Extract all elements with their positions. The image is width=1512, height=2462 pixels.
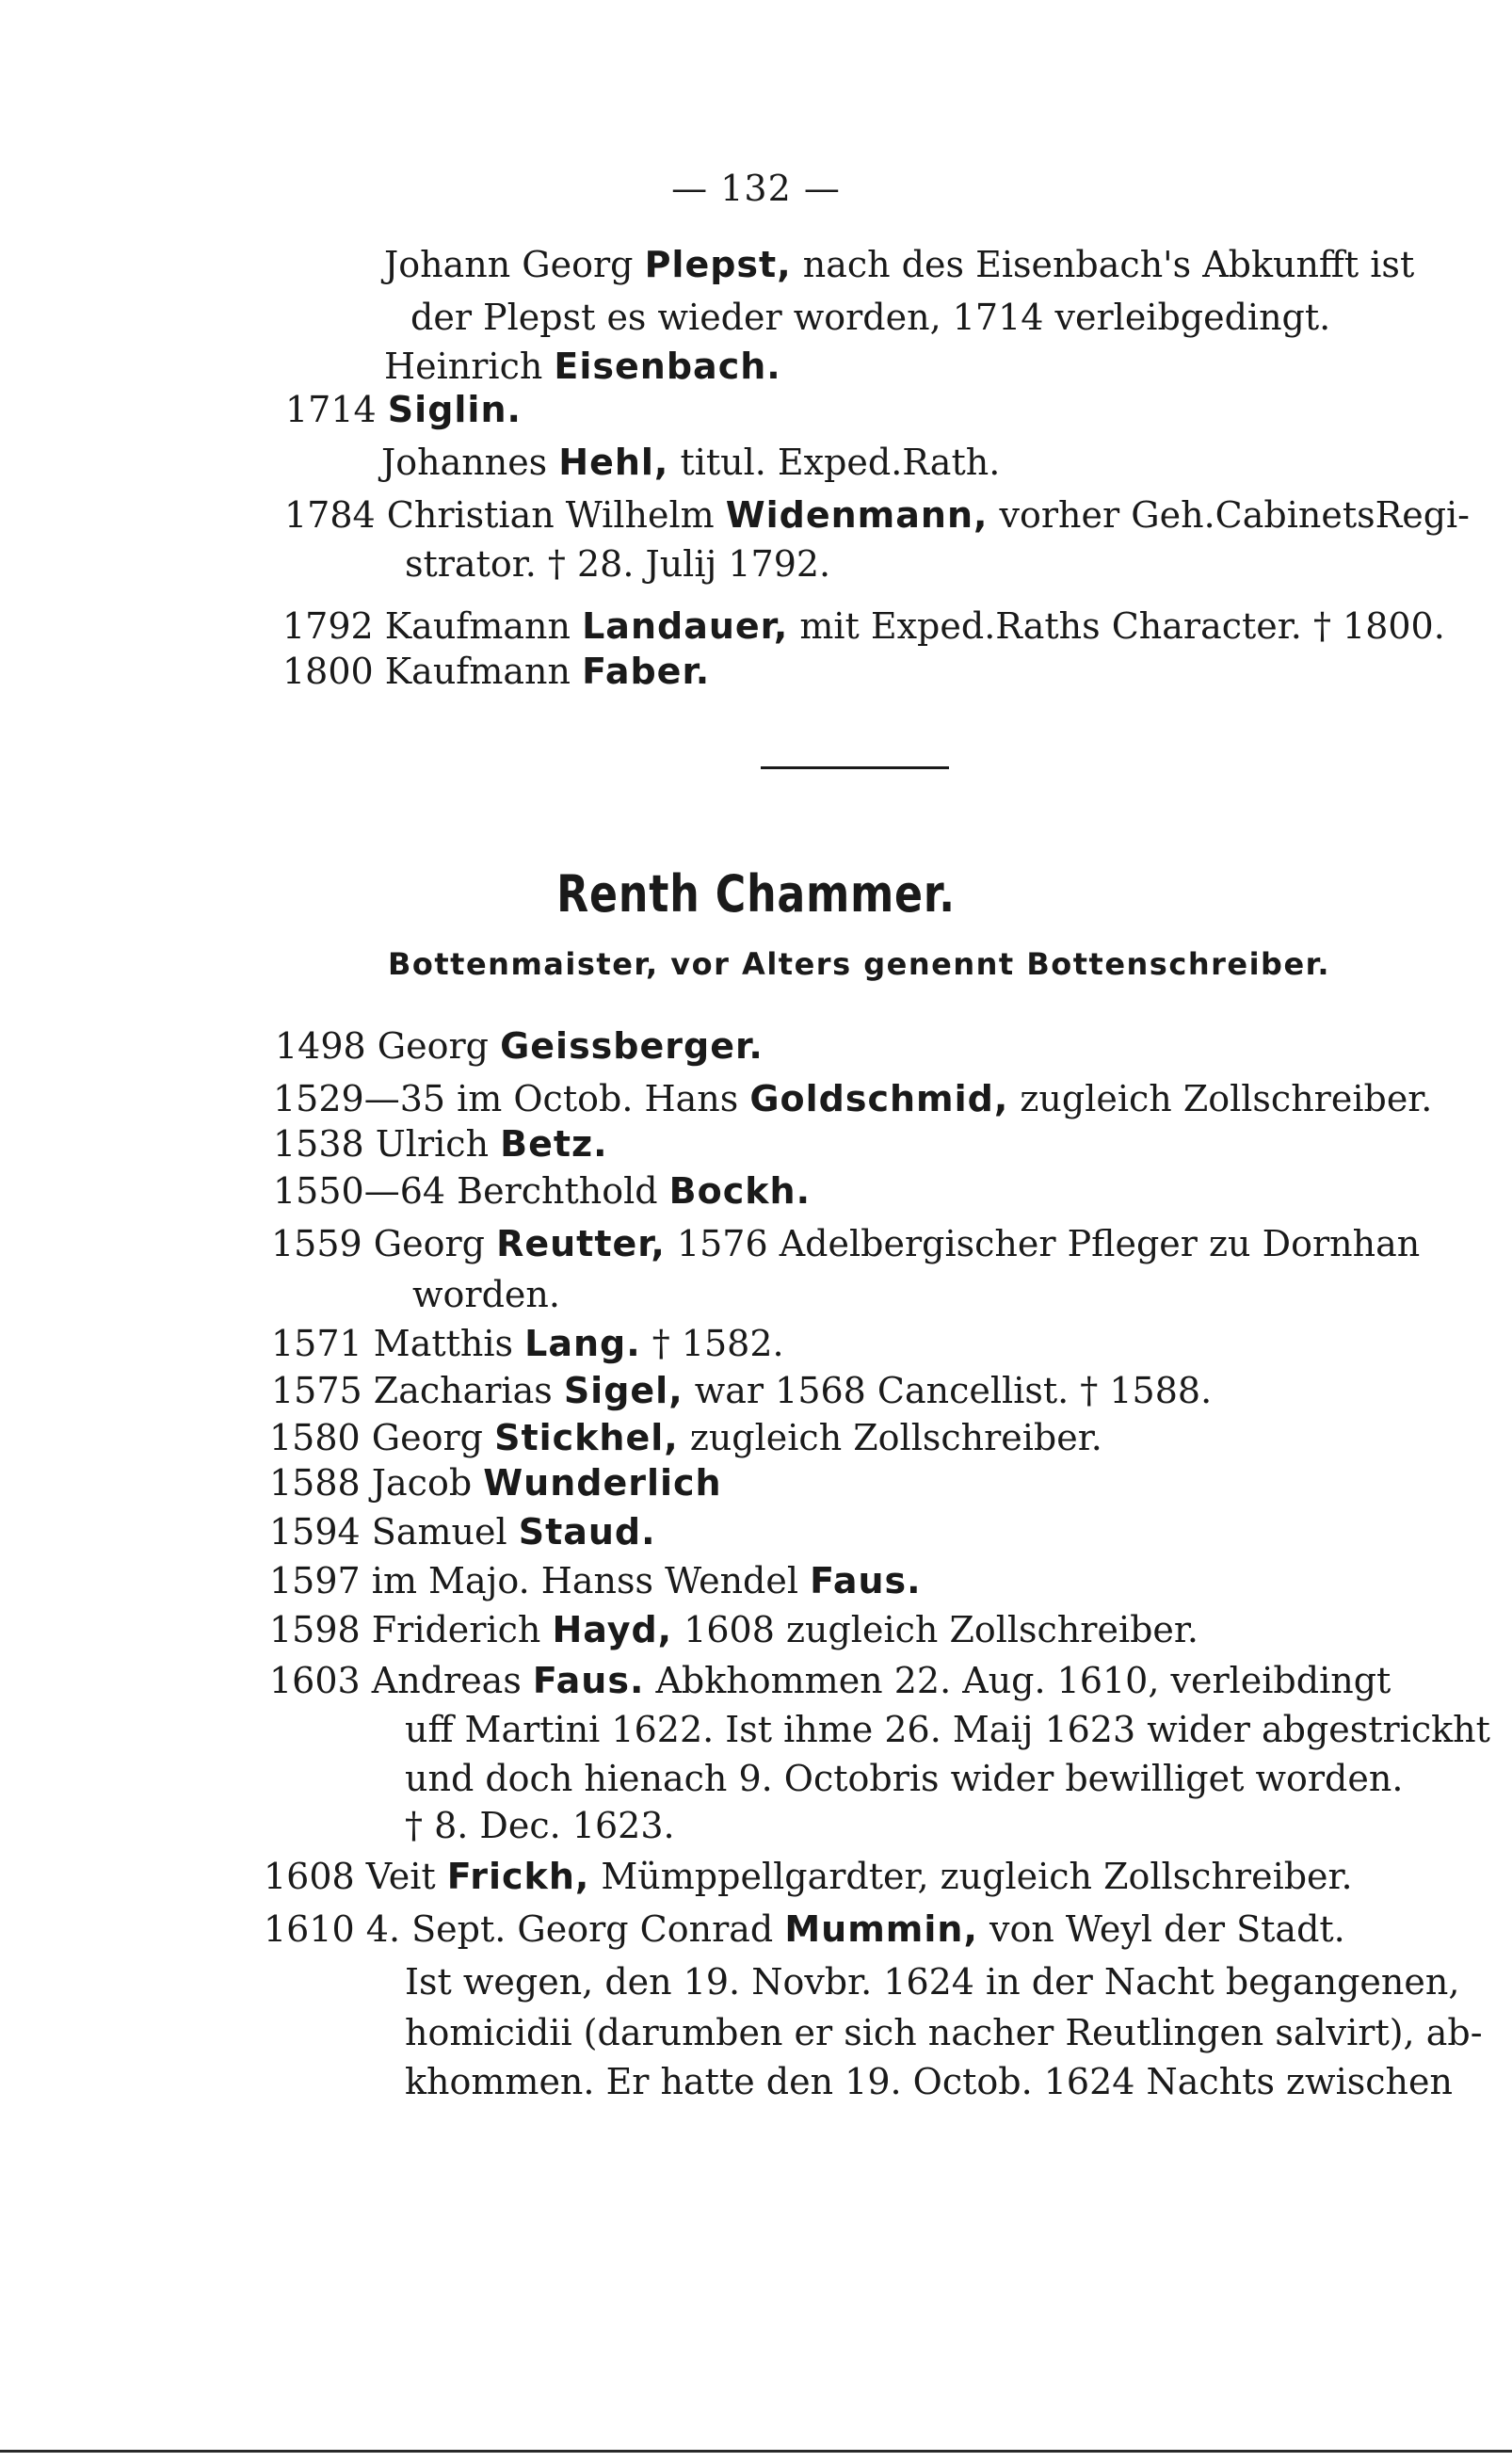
entry-text: zugleich Zollschreiber. xyxy=(678,1417,1102,1458)
entry-text: 1792 Kaufmann xyxy=(282,605,583,647)
list-item xyxy=(273,1123,608,1165)
list-item xyxy=(273,1078,1433,1119)
list-item xyxy=(269,1511,656,1553)
entry-text: 1529—35 im Octob. Hans xyxy=(273,1078,750,1119)
section-subtitle: Bottenmaister, vor Alters genennt Bottenschreiber. xyxy=(388,946,1331,982)
list-item xyxy=(405,1961,1460,2003)
entry-text: 1571 Matthis xyxy=(271,1323,525,1364)
person-name: Hayd, xyxy=(552,1609,673,1650)
entry-text: 1800 Kaufmann xyxy=(282,651,583,692)
entry-text: 1559 Georg xyxy=(271,1223,497,1264)
entry-text: 1538 Ulrich xyxy=(273,1123,501,1165)
list-item xyxy=(405,2061,1453,2102)
list-item xyxy=(271,1370,1213,1411)
person-name: Siglin. xyxy=(387,389,522,430)
list-item xyxy=(405,1709,1490,1750)
list-item xyxy=(275,1025,764,1067)
person-name: Stickhel, xyxy=(494,1417,679,1458)
entry-text: 1784 Christian Wilhelm xyxy=(284,494,726,536)
entry-text: Heinrich xyxy=(384,346,555,387)
entry-text: † 1582. xyxy=(640,1323,784,1364)
entry-text: zugleich Zollschreiber. xyxy=(1008,1078,1433,1119)
list-item xyxy=(269,1660,1391,1701)
entry-text: nach des Eisenbach's Abkunfft ist xyxy=(791,244,1415,285)
person-name: Goldschmid, xyxy=(749,1078,1009,1119)
entry-text: Mümppellgardter, zugleich Zollschreiber. xyxy=(589,1856,1353,1897)
entry-text: 1588 Jacob xyxy=(269,1462,484,1504)
entry-text: 1597 im Majo. Hanss Wendel xyxy=(269,1560,811,1601)
list-item xyxy=(271,1323,784,1364)
entry-text: homicidii (darumben er sich nacher Reutlingen salvirt), ab- xyxy=(405,2012,1483,2053)
entry-text: titul. Exped.Rath. xyxy=(668,442,1001,483)
entry-text: 1498 Georg xyxy=(275,1025,501,1067)
entry-text: mit Exped.Raths Character. † 1800. xyxy=(788,605,1445,647)
person-name: Wunderlich xyxy=(483,1462,722,1504)
entry-text: 1576 Adelbergischer Pfleger zu Dornhan xyxy=(665,1223,1421,1264)
person-name: Widenmann, xyxy=(725,494,989,536)
section-divider xyxy=(761,766,949,769)
list-item xyxy=(405,1805,675,1846)
entry-text: 1603 Andreas xyxy=(269,1660,533,1701)
list-item xyxy=(269,1417,1102,1458)
entry-text: uff Martini 1622. Ist ihme 26. Maij 1623 wider abgestrickht xyxy=(405,1709,1490,1750)
entry-text: 1598 Friderich xyxy=(269,1609,553,1650)
entry-text: 1550—64 Berchthold xyxy=(273,1170,669,1212)
top-entry-line xyxy=(282,651,711,692)
list-item xyxy=(405,2012,1483,2053)
entry-text: Abkhommen 22. Aug. 1610, verleibdingt xyxy=(644,1660,1391,1701)
list-item xyxy=(271,1223,1421,1264)
list-item xyxy=(405,1758,1404,1799)
entry-text: strator. † 28. Julij 1792. xyxy=(405,543,831,585)
entry-text: worden. xyxy=(412,1274,560,1315)
person-name: Reutter, xyxy=(496,1223,666,1264)
entry-text: 1580 Georg xyxy=(269,1417,495,1458)
top-entry-line xyxy=(384,346,781,387)
scan-edge-line xyxy=(0,2450,1512,2453)
person-name: Geissberger. xyxy=(500,1025,764,1067)
person-name: Frickh, xyxy=(446,1856,590,1897)
entry-text: 1608 Veit xyxy=(264,1856,447,1897)
entry-text: 1575 Zacharias xyxy=(271,1370,564,1411)
entry-text: 1610 4. Sept. Georg Conrad xyxy=(264,1908,785,1950)
list-item xyxy=(412,1274,560,1315)
person-name: Mummin, xyxy=(784,1908,978,1950)
person-name: Hehl, xyxy=(558,442,669,483)
list-item xyxy=(273,1170,812,1212)
list-item xyxy=(269,1609,1198,1650)
top-entry-line xyxy=(381,442,1001,483)
page-number: — 132 — xyxy=(671,168,841,209)
entry-text: war 1568 Cancellist. † 1588. xyxy=(683,1370,1213,1411)
person-name: Betz. xyxy=(500,1123,608,1165)
top-entry-line xyxy=(285,389,522,430)
top-entry-line xyxy=(410,297,1331,338)
entry-text: und doch hienach 9. Octobris wider bewilliget worden. xyxy=(405,1758,1404,1799)
entry-text: 1714 xyxy=(285,389,388,430)
list-item xyxy=(264,1856,1353,1897)
entry-text: † 8. Dec. 1623. xyxy=(405,1805,675,1846)
person-name: Sigel, xyxy=(563,1370,684,1411)
person-name: Bockh. xyxy=(668,1170,812,1212)
person-name: Faus. xyxy=(810,1560,922,1601)
list-item xyxy=(269,1560,922,1601)
entry-text: Johannes xyxy=(381,442,559,483)
person-name: Faber. xyxy=(582,651,711,692)
list-item xyxy=(264,1908,1345,1950)
person-name: Eisenbach. xyxy=(554,346,781,387)
section-title: Renth Chammer. xyxy=(556,864,956,924)
person-name: Lang. xyxy=(524,1323,641,1364)
top-entry-line xyxy=(282,605,1445,647)
entry-text: 1608 zugleich Zollschreiber. xyxy=(672,1609,1198,1650)
entry-text: Johann Georg xyxy=(384,244,645,285)
top-entry-line xyxy=(284,494,1471,536)
person-name: Plepst, xyxy=(644,244,792,285)
top-entry-line xyxy=(405,543,831,585)
list-item xyxy=(269,1462,722,1504)
entry-text: khommen. Er hatte den 19. Octob. 1624 Nachts zwischen xyxy=(405,2061,1453,2102)
person-name: Faus. xyxy=(532,1660,645,1701)
entry-text: vorher Geh.CabinetsRegi- xyxy=(988,494,1471,536)
entry-text: von Weyl der Stadt. xyxy=(977,1908,1345,1950)
person-name: Landauer, xyxy=(582,605,789,647)
entry-text: der Plepst es wieder worden, 1714 verleibgedingt. xyxy=(410,297,1331,338)
person-name: Staud. xyxy=(518,1511,656,1553)
top-entry-line xyxy=(384,244,1415,285)
entry-text: 1594 Samuel xyxy=(269,1511,519,1553)
entry-text: Ist wegen, den 19. Novbr. 1624 in der Nacht begangenen, xyxy=(405,1961,1460,2003)
